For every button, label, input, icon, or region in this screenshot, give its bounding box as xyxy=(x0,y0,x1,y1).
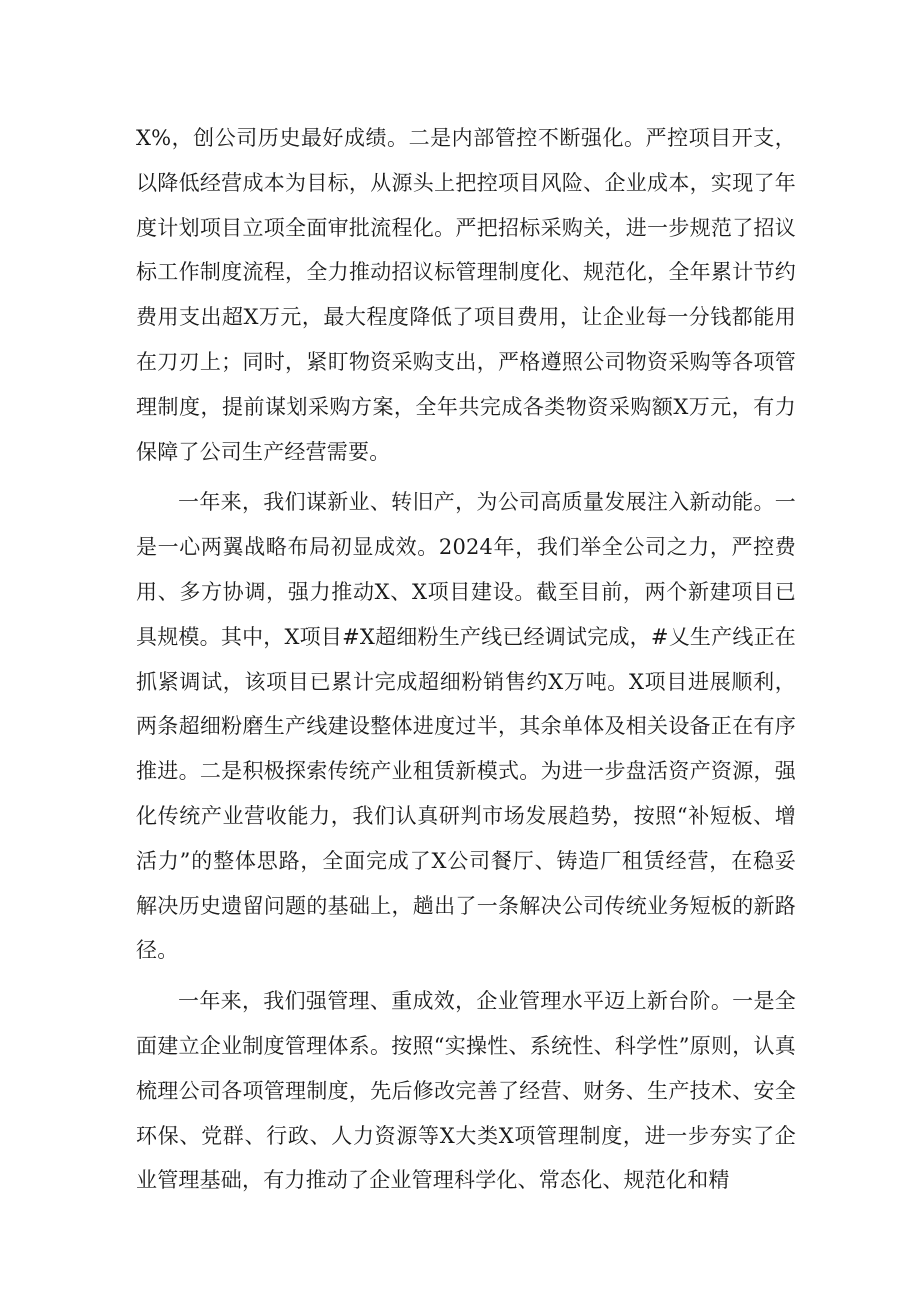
paragraph-3: 一年来，我们强管理、重成效，企业管理水平迈上新台阶。一是全面建立企业制度管理体系。按照“实操性、系统性、科学性”原则，认真梳理公司各项管理制度，先后修改完善了经营、财务、生产技术、安全环保、党群、行政、人力资源等X大类X项管理制度，进一步夯实了企业管理基础，有力推动了企业管理科学化、常态化、规范化和精 xyxy=(136,989,796,1193)
paragraph-1: X%，创公司历史最好成绩。二是内部管控不断强化。严控项目开支，以降低经营成本为目标，从源头上把控项目风险、企业成本，实现了年度计划项目立项全面审批流程化。严把招标采购关，进一步规范了招议标工作制度流程，全力推动招议标管理制度化、规范化，全年累计节约费用支出超X万元，最大程度降低了项目费用，让企业每一分钱都能用在刀刃上；同时，紧盯物资采购支出，严格遵照公司物资采购等各项管理制度，提前谋划采购方案，全年共完成各类物资采购额X万元，有力保障了公司生产经营需要。 xyxy=(136,126,796,464)
document-body xyxy=(136,116,796,1203)
paragraph-2: 一年来，我们谋新业、转旧产，为公司高质量发展注入新动能。一是一心两翼战略布局初显成效。2024年，我们举全公司之力，严控费用、多方协调，强力推动X、X项目建设。截至目前，两个新建项目已具规模。其中，X项目#X超细粉生产线已经调试完成，#乂生产线正在抓紧调试，该项目已累计完成超细粉销售约X万吨。X项目进展顺利，两条超细粉磨生产线建设整体进度过半，其余单体及相关设备正在有序推进。二是积极探索传统产业租赁新模式。为进一步盘活资产资源，强化传统产业营收能力，我们认真研判市场发展趋势，按照“补短板、增活力”的整体思路，全面完成了X公司餐厅、铸造厂租赁经营，在稳妥解决历史遗留问题的基础上，趟出了一条解决公司传统业务短板的新路径。 xyxy=(136,490,796,963)
